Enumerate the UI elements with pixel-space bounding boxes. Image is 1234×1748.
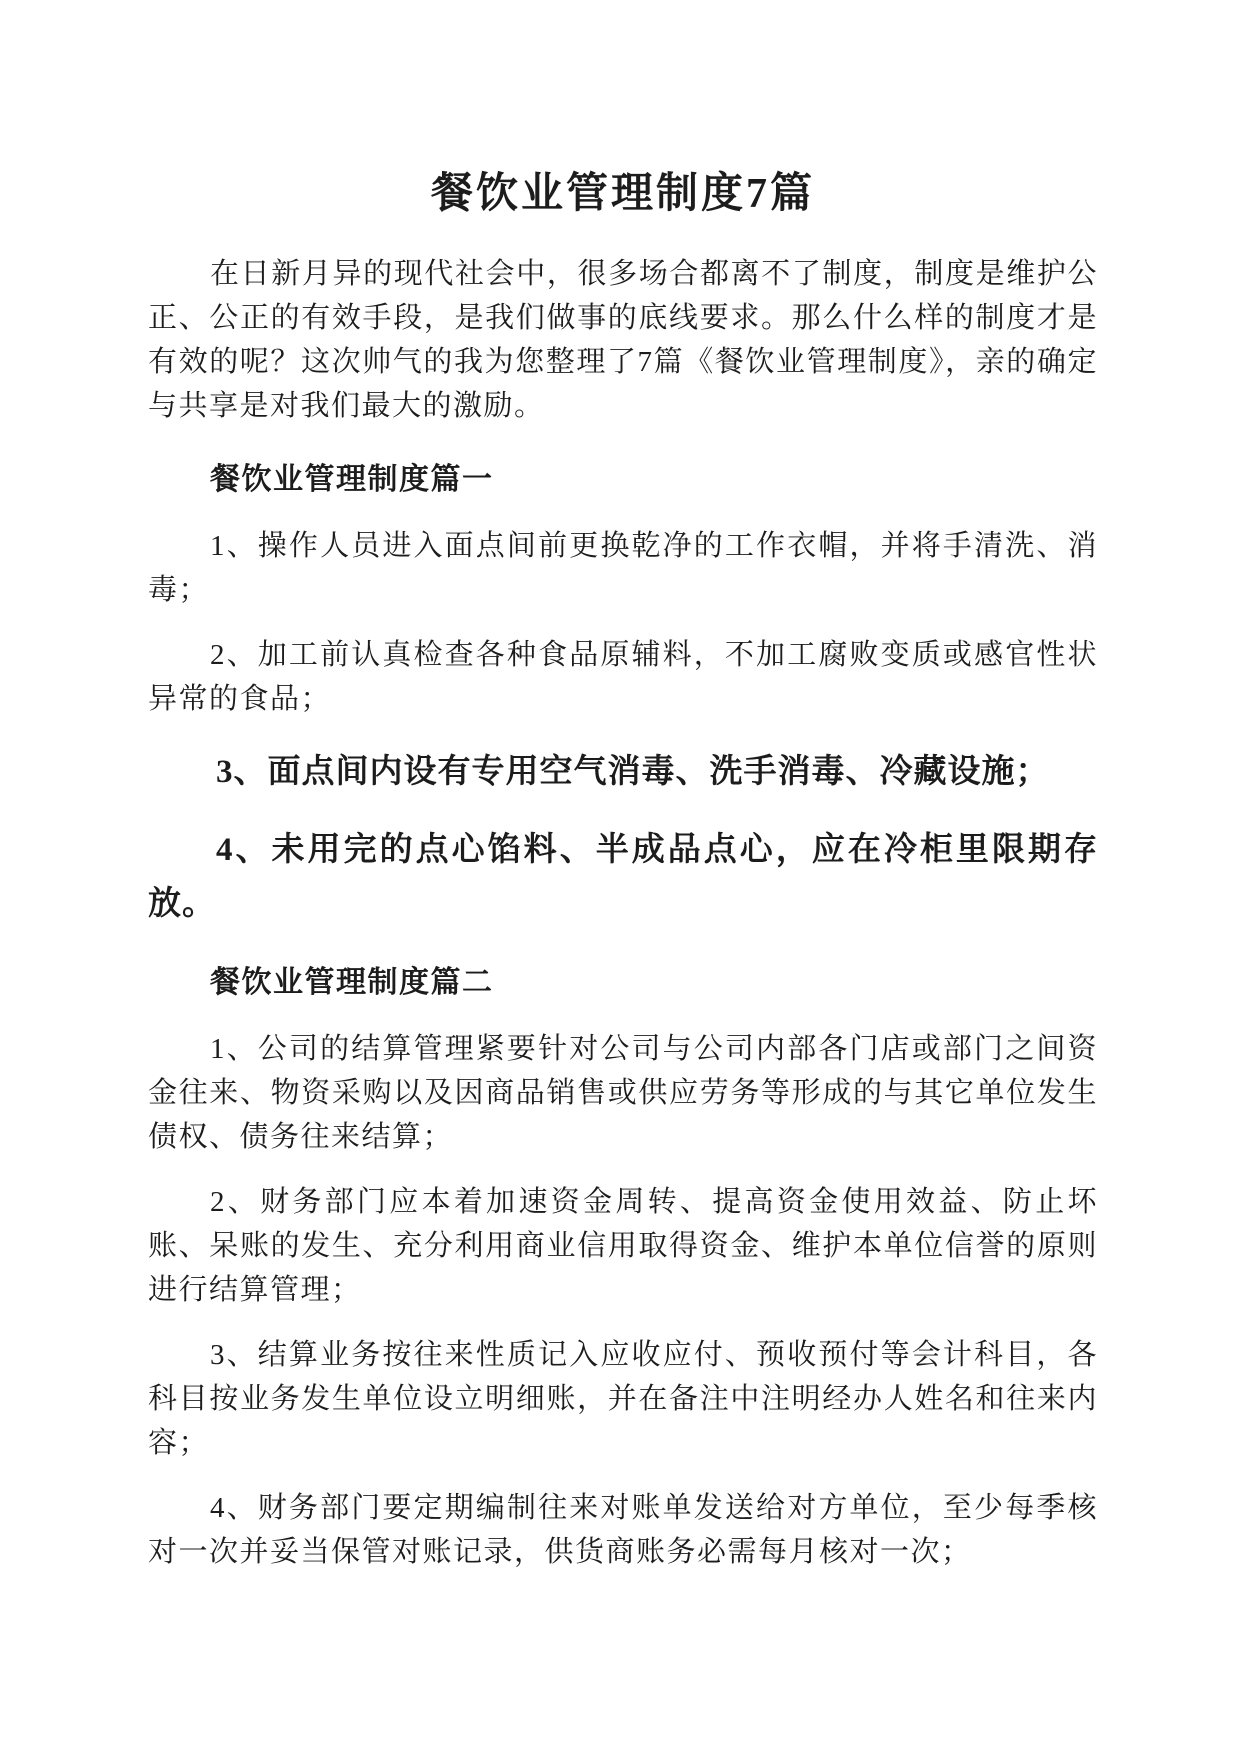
section-1-item-1: 1、操作人员进入面点间前更换乾净的工作衣帽，并将手清洗、消毒；: [148, 530, 1098, 606]
section-2-heading: 餐饮业管理制度篇二: [210, 966, 494, 999]
section-1-item-3: 3、面点间内设有专用空气消毒、洗手消毒、冷藏设施；: [216, 754, 1050, 790]
page-title: 餐饮业管理制度7篇: [430, 171, 815, 217]
section-1-item-2: 2、加工前认真检查各种食品原辅料，不加工腐败变质或感官性状异常的食品；: [148, 639, 1098, 715]
section-2-item-1: 1、公司的结算管理紧要针对公司与公司内部各门店或部门之间资金往来、物资采购以及因商品销售或供应劳务等形成的与其它单位发生债权、债务往来结算；: [148, 1033, 1098, 1153]
section-2-item-2: 2、财务部门应本着加速资金周转、提高资金使用效益、防止坏账、呆账的发生、充分利用商业信用取得资金、维护本单位信誉的原则进行结算管理；: [148, 1186, 1098, 1306]
section-1-heading: 餐饮业管理制度篇一: [210, 463, 494, 496]
section-1-item-4: 4、未用完的点心馅料、半成品点心，应在冷柜里限期存放。: [148, 832, 1098, 922]
section-2-item-4: 4、财务部门要定期编制往来对账单发送给对方单位，至少每季核对一次并妥当保管对账记录，供货商账务必需每月核对一次；: [148, 1492, 1098, 1568]
section-2-item-3: 3、结算业务按往来性质记入应收应付、预收预付等会计科目，各科目按业务发生单位设立明细账，并在备注中注明经办人姓名和往来内容；: [148, 1339, 1098, 1459]
intro-paragraph: 在日新月异的现代社会中，很多场合都离不了制度，制度是维护公正、公正的有效手段，是我们做事的底线要求。那么什么样的制度才是有效的呢？这次帅气的我为您整理了7篇《餐饮业管理制度》，亲的确定与共享是对我们最大的激励。: [148, 258, 1098, 422]
